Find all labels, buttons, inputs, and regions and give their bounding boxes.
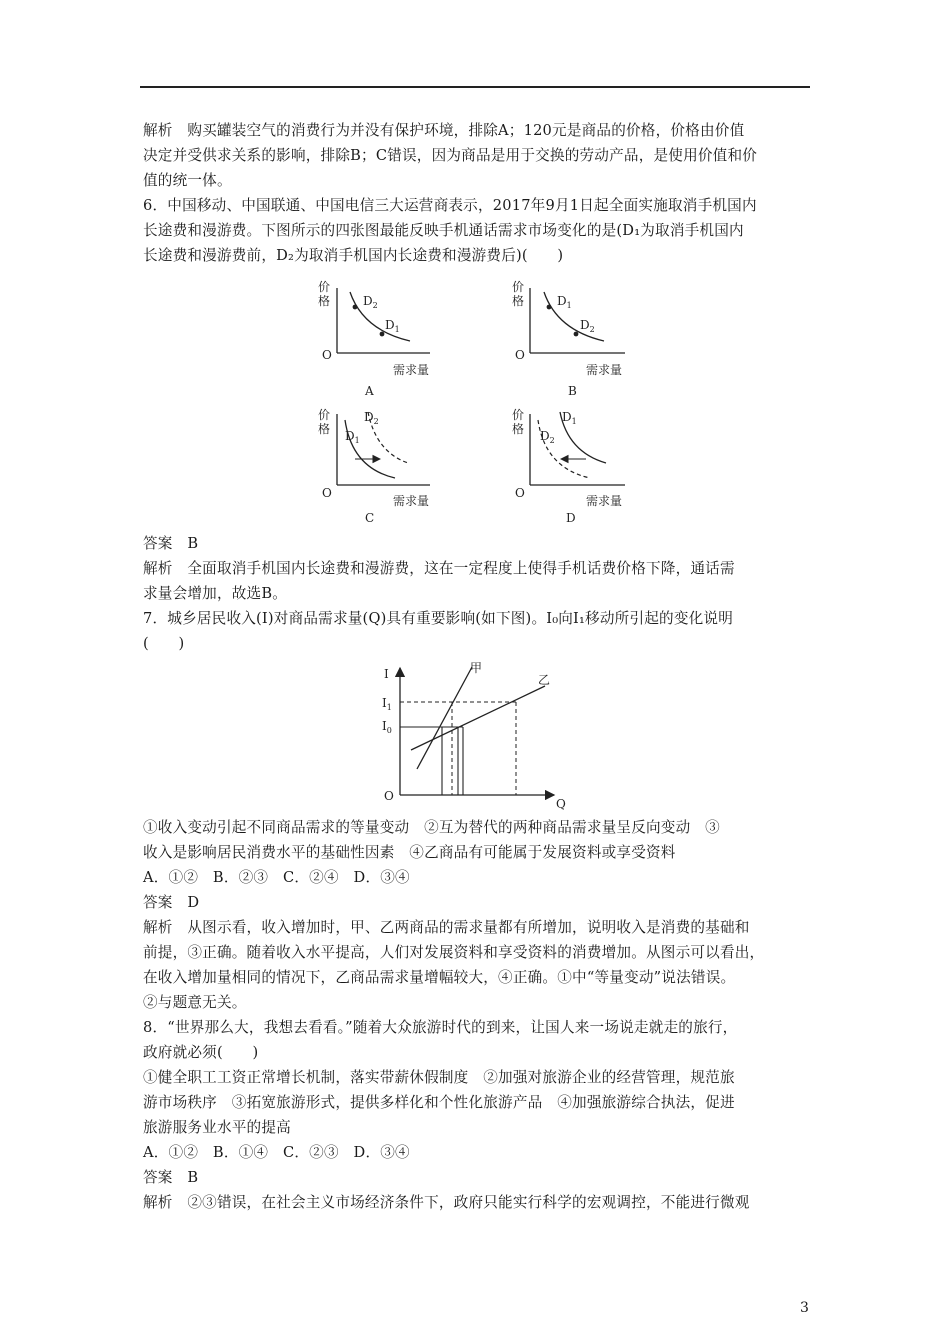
analysis-8: 解析 ②③错误，在社会主义市场经济条件下，政府只能实行科学的宏观调控，不能进行微观 xyxy=(143,1194,750,1211)
curve-label-d2: $D_2$ xyxy=(580,318,595,334)
curve-label-d1: $D_1$ xyxy=(345,429,360,445)
text-line: ( ) xyxy=(143,635,185,652)
good-jia-label: 甲 xyxy=(470,661,483,675)
question-6: 6．中国移动、中国联通、中国电信三大运营商表示，2017年9月1日起全面实施取消手机国内 xyxy=(143,197,757,214)
choices-8: A．①② B．①④ C．②③ D．③④ xyxy=(143,1144,410,1161)
question-8: 8．“世界那么大，我想去看看。”随着大众旅游时代的到来，让国人来一场说走就走的旅行， xyxy=(143,1019,738,1036)
panel-label: C xyxy=(365,511,375,525)
curve-label-d1: $D_1$ xyxy=(557,294,572,310)
text-line: 收入是影响居民消费水平的基础性因素 ④乙商品有可能属于发展资料或享受资料 xyxy=(143,844,676,861)
text-line: 长途费和漫游费前，D₂为取消手机国内长途费和漫游费后)( ) xyxy=(143,247,564,264)
analysis-7: 解析 从图示看，收入增加时，甲、乙两商品的需求量都有所增加，说明收入是消费的基础和 xyxy=(143,919,750,936)
price-label: 价 xyxy=(318,408,331,422)
price-label: 格 xyxy=(512,294,525,308)
qty-label: 需求量 xyxy=(586,494,623,508)
price-label: 价 xyxy=(318,280,331,294)
choices-7: A．①② B．②③ C．②④ D．③④ xyxy=(143,869,410,886)
panel-label: A xyxy=(365,384,374,398)
text-line: 求量会增加，故选B。 xyxy=(143,585,288,602)
price-label: 格 xyxy=(318,422,331,436)
curve-label-d1: $D_1$ xyxy=(385,318,400,334)
i0-label: $I_0$ xyxy=(382,719,392,735)
point-d1 xyxy=(547,305,552,310)
line-jia xyxy=(417,667,472,769)
origin-label: O xyxy=(322,486,332,500)
question-7: 7．城乡居民收入(I)对商品需求量(Q)具有重要影响(如下图)。I₀向I₁移动所引起的变化说明 xyxy=(143,610,733,627)
line-yi xyxy=(411,686,545,750)
curve-label-d2: $D_2$ xyxy=(540,429,555,445)
answer-7: 答案 D xyxy=(143,894,200,911)
text-line: 政府就必须( ) xyxy=(143,1044,259,1061)
price-label: 价 xyxy=(512,408,525,422)
fig6-panel-a xyxy=(318,280,430,398)
y-axis-label: I xyxy=(384,667,389,681)
curve-label-d2: $D_2$ xyxy=(363,294,378,310)
good-yi-label: 乙 xyxy=(538,673,551,687)
origin-label: O xyxy=(515,348,525,362)
text-line: 游市场秩序 ③拓宽旅游形式，提供多样化和个性化旅游产品 ④加强旅游综合执法，促进 xyxy=(143,1094,735,1111)
point-d1 xyxy=(380,332,385,337)
page-number: 3 xyxy=(800,1300,809,1316)
qty-label: 需求量 xyxy=(393,494,430,508)
text-line: 长途费和漫游费。下图所示的四张图最能反映手机通话需求市场变化的是(D₁为取消手机国内 xyxy=(143,222,744,239)
origin-label: O xyxy=(384,789,394,803)
point-d2 xyxy=(353,305,358,310)
analysis-6: 解析 全面取消手机国内长途费和漫游费，这在一定程度上使得手机话费价格下降，通话需 xyxy=(143,560,735,577)
fig6-panel-b xyxy=(512,280,625,398)
fig6-demand-charts xyxy=(0,270,950,530)
options-7: ①收入变动引起不同商品需求的等量变动 ②互为替代的两种商品需求量呈反向变动 ③ xyxy=(143,819,720,836)
price-label: 格 xyxy=(512,422,525,436)
text-line: 在收入增加量相同的情况下，乙商品需求量增幅较大，④正确。①中“等量变动”说法错误。 xyxy=(143,969,736,986)
answer-6: 答案 B xyxy=(143,535,199,552)
text-line: 决定并受供求关系的影响，排除B；C错误，因为商品是用于交换的劳动产品，是使用价值和价 xyxy=(143,147,758,164)
point-d2 xyxy=(574,332,579,337)
text-line: 前提，③正确。随着收入水平提高，人们对发展资料和享受资料的消费增加。从图示可以看出， xyxy=(143,944,765,961)
fig7-income-demand-chart xyxy=(0,655,950,815)
text-line: 旅游服务业水平的提高 xyxy=(143,1119,291,1136)
panel-label: D xyxy=(566,511,576,525)
qty-label: 需求量 xyxy=(586,363,623,377)
text-line: 解析 购买罐装空气的消费行为并没有保护环境，排除A；120元是商品的价格，价格由价值 xyxy=(143,122,745,139)
curve-label-d1: $D_1$ xyxy=(562,410,577,426)
text-line: 值的统一体。 xyxy=(143,172,232,189)
x-axis-label: Q xyxy=(556,797,566,811)
i1-label: $I_1$ xyxy=(382,696,392,712)
panel-label: B xyxy=(568,384,577,398)
text-line: ②与题意无关。 xyxy=(143,994,247,1011)
fig6-panel-d xyxy=(512,408,625,525)
header-rule xyxy=(140,86,810,88)
price-label: 价 xyxy=(512,280,525,294)
options-8: ①健全职工工资正常增长机制，落实带薪休假制度 ②加强对旅游企业的经营管理，规范旅 xyxy=(143,1069,735,1086)
qty-label: 需求量 xyxy=(393,363,430,377)
fig6-panel-c xyxy=(318,408,430,525)
origin-label: O xyxy=(322,348,332,362)
answer-8: 答案 B xyxy=(143,1169,199,1186)
curve-label-d2: $D_2$ xyxy=(364,410,379,426)
price-label: 格 xyxy=(318,294,331,308)
origin-label: O xyxy=(515,486,525,500)
